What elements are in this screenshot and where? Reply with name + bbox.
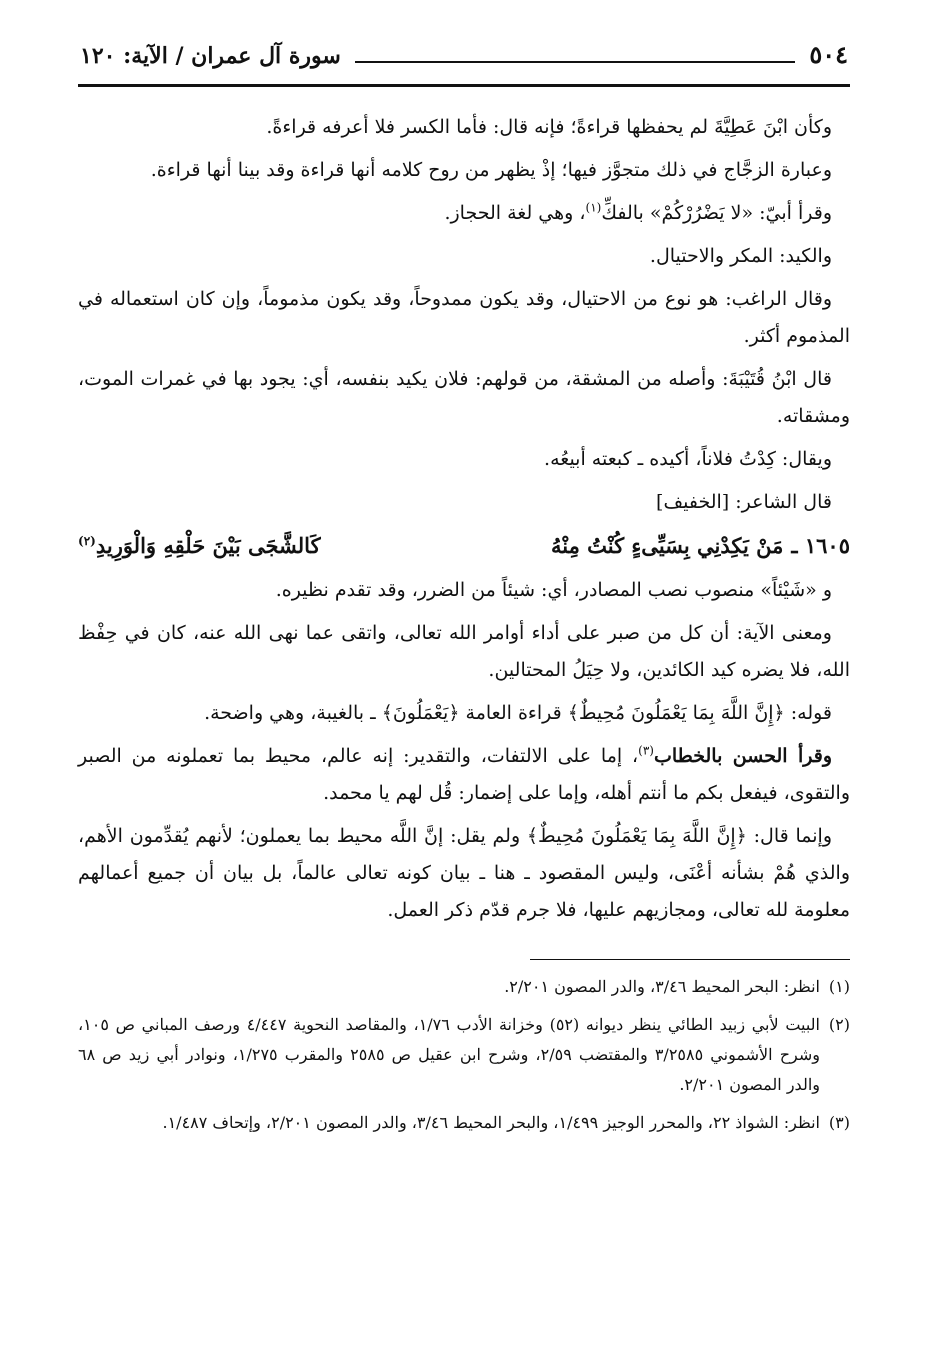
footnote-ref[interactable]: (١)	[585, 200, 602, 215]
paragraph: ومعنى الآية: أن كل من صبر على أداء أوامر الله تعالى، واتقى عما نهى الله عنه، كان في حِفْظ الله، فلا يضره كيد الكائدين، ولا حِيَلُ المحتالين.	[78, 622, 850, 681]
footnote	[78, 1108, 850, 1138]
paragraph-text: وقرأ أبيّ: «لا يَضْرُرْكُمْ» بالفكِّ	[601, 202, 832, 224]
paragraph: قال الشاعر: [الخفيف]	[656, 491, 832, 513]
paragraph-bold-text: وقرأ الحسن بالخطاب	[653, 745, 832, 767]
footnotes	[78, 972, 850, 1138]
paragraph: وقال الراغب: هو نوع من الاحتيال، وقد يكون ممدوحاً، وقد يكون مذموماً، وإن كان استعماله في المذموم أكثر.	[78, 288, 850, 347]
footnote-ref[interactable]: (٢)	[78, 534, 96, 548]
footnote-number: (٢)	[828, 1015, 850, 1034]
paragraph: والكيد: المكر والاحتيال.	[649, 245, 832, 267]
paragraph	[78, 738, 850, 812]
verse-number: ١٦٠٥ ـ	[791, 533, 850, 558]
paragraph: قوله: ﴿إِنَّ اللَّهَ بِمَا يَعْمَلُونَ مُحِيطٌ﴾ قراءة العامة ﴿يَعْمَلُونَ﴾ ـ بالغيبة، وهي واضحة.	[204, 702, 832, 724]
main-text	[78, 109, 850, 929]
footnote-number: (١)	[828, 977, 850, 996]
book-page	[78, 40, 850, 1146]
paragraph: قال ابْنُ قُتَيْبَةَ: وأصله من المشقة، من قولهم: فلان يكيد بنفسه، أي: يجود بها في غمرات الموت، ومشقاته.	[78, 368, 850, 427]
footnote-text: انظر: الشواذ ٢٢، والمحرر الوجيز ١/٤٩٩، والبحر المحيط ٣/٤٦، والدر المصون ٢/٢٠١، وإتحاف ١/٤٨٧.	[162, 1113, 820, 1132]
footnote-text: البيت لأبي زبيد الطائي ينظر ديوانه (٥٢) وخزانة الأدب ١/٧٦، والمقاصد النحوية ٤/٤٤٧ ورصف المباني ص ١٠٥، وشرح الأشموني ٣/٢٥٨٥ والمقتضب ٢/٥٩، وشرح ابن عقيل ص ٢٥٨٥ والمقرب ١/٢٧٥، ونوادر أبي زيد ص ٦٨ والدر المصون ٢/٢٠١.	[78, 1015, 821, 1094]
verse-second-hemistich-text: كَالشَّجَى بَيْنَ حَلْقِهِ وَالْوَرِيدِ	[95, 533, 321, 558]
running-title: سورة آل عمران / الآية: ١٢٠	[80, 43, 341, 69]
paragraph	[78, 195, 850, 232]
paragraph: وإنما قال: ﴿إِنَّ اللَّهَ بِمَا يَعْمَلُونَ مُحِيطٌ﴾ ولم يقل: إنَّ اللَّه محيط بما يعملون؛ لأنهم يُقدِّمون الأهم، والذي هُمْ بشأنه أعْنَى، وليس المقصود ـ هنا ـ بيان كونه تعالى عالماً، بل بيان أن جميع أعمالهم معلومة لله تعالى، ومجازيهم عليها، فلا جرم قدّم ذكر العمل.	[78, 825, 850, 921]
paragraph: وعبارة الزجَّاج في ذلك متجوَّز فيها؛ إذْ يظهر من روح كلامه أنها قراءة وقد بينا أنها قراءة.	[150, 159, 832, 181]
verse-first-hemistich: مَنْ يَكِدْنِي بِسَيِّىءٍ كُنْتُ مِنْهُ	[551, 533, 784, 558]
page-number: ٥٠٤	[809, 40, 848, 69]
paragraph: ويقال: كِدْتُ فلاناً، أكيده ـ كبعته أبيعُه.	[544, 448, 832, 470]
paragraph: و «شَيْئاً» منصوب نصب المصادر، أي: شيئاً من الضرر، وقد تقدم نظيره.	[275, 579, 832, 601]
footnote	[78, 972, 850, 1002]
footnote	[78, 1010, 850, 1100]
footnote-text: انظر: البحر المحيط ٣/٤٦، والدر المصون ٢/٢٠١.	[504, 977, 820, 996]
footnote-ref[interactable]: (٣)	[638, 743, 654, 758]
paragraph-text: ، وهي لغة الحجاز.	[444, 202, 586, 224]
running-header	[78, 40, 850, 87]
header-rule	[355, 61, 796, 63]
footnote-number: (٣)	[828, 1113, 850, 1132]
paragraph-text: ، إما على الالتفات، والتقدير: إنه عالم، محيط بما تعملونه من الصبر والتقوى، فيفعل بكم ما أنتم أهله، وإما على إضمار: قُل لهم يا محمد.	[78, 745, 850, 804]
poetry-verse	[78, 527, 850, 564]
footnote-separator	[530, 959, 850, 960]
verse-second-hemistich	[78, 527, 431, 564]
paragraph: وكأن ابْنَ عَطِيَّةَ لم يحفظها قراءةً؛ فإنه قال: فأما الكسر فلا أعرفه قراءةً.	[266, 116, 832, 138]
